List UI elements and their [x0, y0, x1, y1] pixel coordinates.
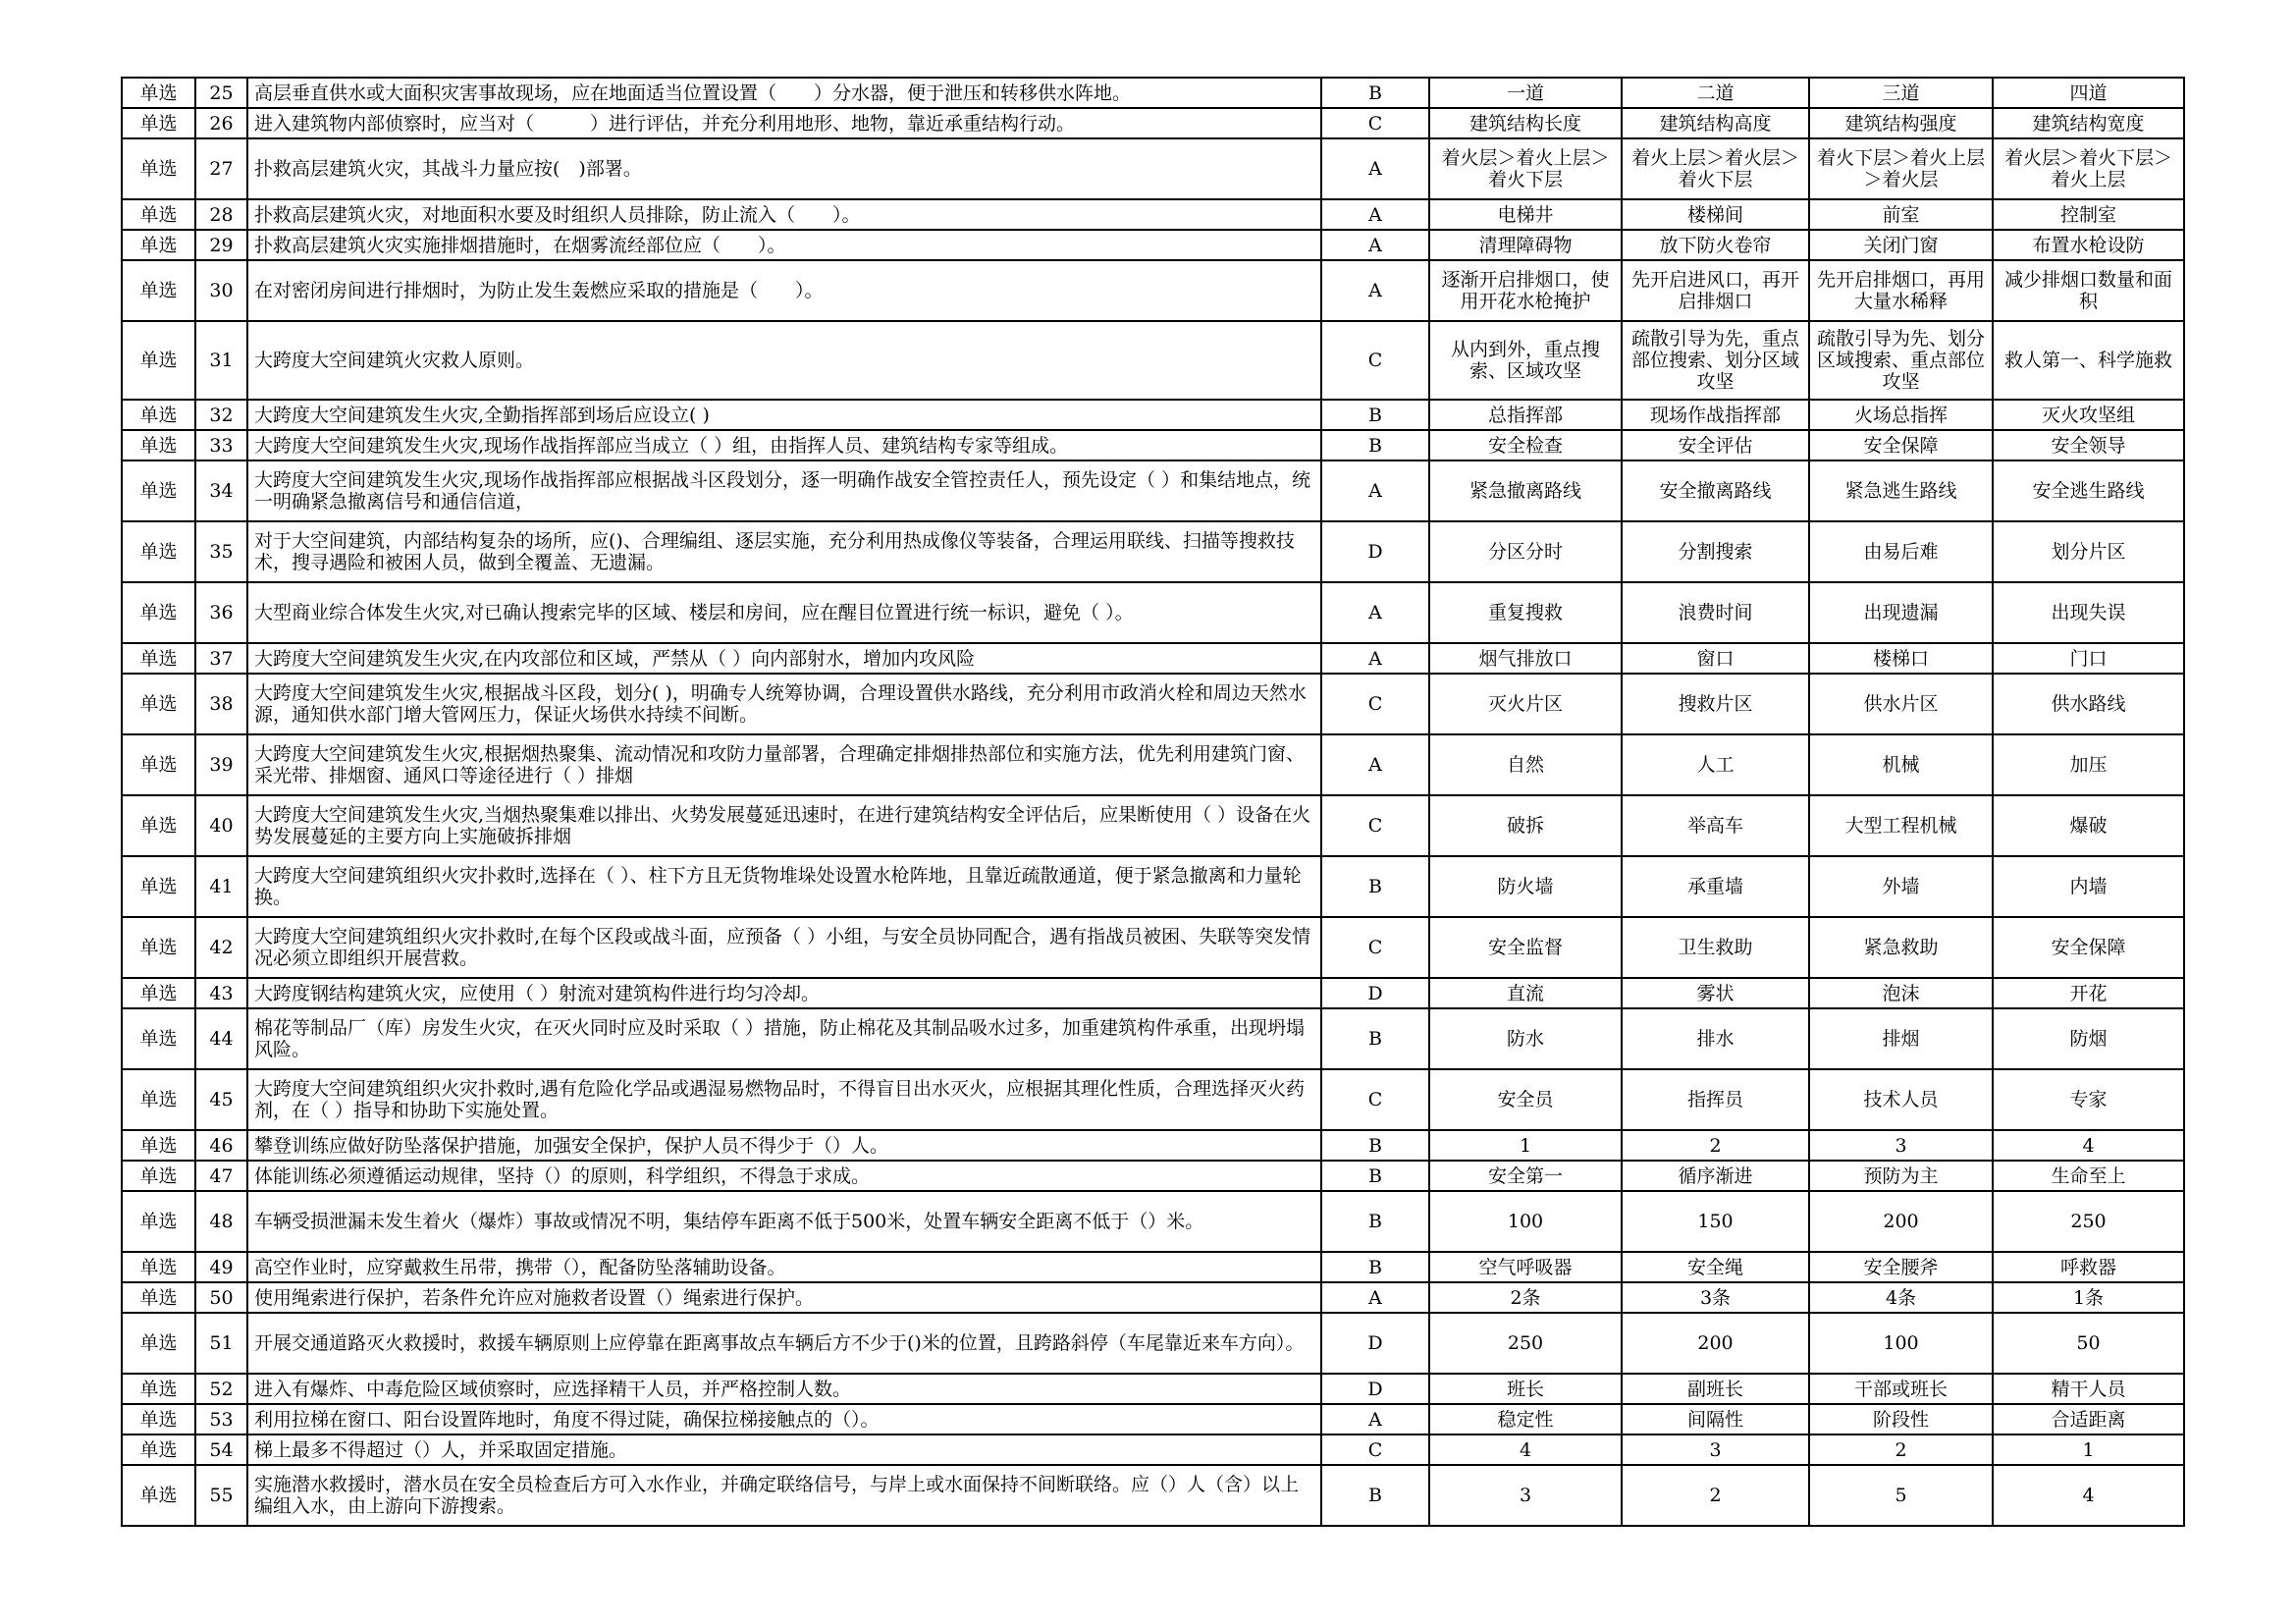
option-d-cell: 灭火攻坚组 [1993, 400, 2184, 430]
question-text-cell: 大跨度大空间建筑发生火灾,根据烟热聚集、流动情况和攻防力量部署，合理确定排烟排热部位和实施方法，优先利用建筑门窗、采光带、排烟窗、通风口等途径进行（ ）排烟 [247, 734, 1321, 795]
option-c-cell: 2 [1809, 1435, 1993, 1465]
option-c-cell: 排烟 [1809, 1008, 1993, 1069]
question-type-cell: 单选 [122, 674, 195, 734]
option-b-cell: 搜救片区 [1622, 674, 1809, 734]
option-a-cell: 安全监督 [1429, 917, 1622, 978]
option-a-cell: 烟气排放口 [1429, 643, 1622, 674]
option-a-cell: 班长 [1429, 1374, 1622, 1404]
option-a-cell: 安全第一 [1429, 1161, 1622, 1191]
option-c-cell: 大型工程机械 [1809, 795, 1993, 856]
question-number-cell: 32 [195, 400, 247, 430]
answer-cell: B [1321, 78, 1429, 108]
question-type-cell: 单选 [122, 1008, 195, 1069]
option-c-cell: 关闭门窗 [1809, 230, 1993, 260]
question-type-cell: 单选 [122, 734, 195, 795]
question-text-cell: 进入有爆炸、中毒危险区域侦察时，应选择精干人员，并严格控制人数。 [247, 1374, 1321, 1404]
question-type-cell: 单选 [122, 199, 195, 230]
option-b-cell: 承重墙 [1622, 856, 1809, 917]
option-b-cell: 现场作战指挥部 [1622, 400, 1809, 430]
question-type-cell: 单选 [122, 856, 195, 917]
option-b-cell: 3条 [1622, 1282, 1809, 1313]
question-text-cell: 大跨度大空间建筑发生火灾,根据战斗区段，划分( )，明确专人统筹协调，合理设置供水路线，充分利用市政消火栓和周边天然水源，通知供水部门增大管网压力，保证火场供水持续不间断。 [247, 674, 1321, 734]
question-type-cell: 单选 [122, 1191, 195, 1252]
question-type-cell: 单选 [122, 321, 195, 400]
option-c-cell: 疏散引导为先、划分区域搜索、重点部位攻坚 [1809, 321, 1993, 400]
question-number-cell: 25 [195, 78, 247, 108]
option-a-cell: 自然 [1429, 734, 1622, 795]
option-a-cell: 一道 [1429, 78, 1622, 108]
answer-cell: D [1321, 521, 1429, 582]
option-b-cell: 窗口 [1622, 643, 1809, 674]
question-type-cell: 单选 [122, 1161, 195, 1191]
question-type-cell: 单选 [122, 430, 195, 460]
option-d-cell: 控制室 [1993, 199, 2184, 230]
answer-cell: A [1321, 230, 1429, 260]
option-b-cell: 楼梯间 [1622, 199, 1809, 230]
answer-cell: C [1321, 1069, 1429, 1130]
question-text-cell: 车辆受损泄漏未发生着火（爆炸）事故或情况不明，集结停车距离不低于500米，处置车辆安全距离不低于（）米。 [247, 1191, 1321, 1252]
option-d-cell: 专家 [1993, 1069, 2184, 1130]
option-a-cell: 总指挥部 [1429, 400, 1622, 430]
question-number-cell: 48 [195, 1191, 247, 1252]
option-d-cell: 4 [1993, 1130, 2184, 1161]
question-text-cell: 大跨度大空间建筑组织火灾扑救时,遇有危险化学品或遇湿易燃物品时，不得盲目出水灭火，应根据其理化性质，合理选择灭火药剂，在（ ）指导和协助下实施处置。 [247, 1069, 1321, 1130]
question-type-cell: 单选 [122, 917, 195, 978]
question-row [122, 1374, 2184, 1404]
question-row [122, 1313, 2184, 1374]
option-b-cell: 指挥员 [1622, 1069, 1809, 1130]
question-number-cell: 50 [195, 1282, 247, 1313]
answer-cell: B [1321, 1252, 1429, 1282]
question-type-cell: 单选 [122, 643, 195, 674]
option-d-cell: 1条 [1993, 1282, 2184, 1313]
question-number-cell: 53 [195, 1404, 247, 1435]
question-number-cell: 26 [195, 108, 247, 138]
option-d-cell: 安全领导 [1993, 430, 2184, 460]
question-row [122, 674, 2184, 734]
option-a-cell: 防水 [1429, 1008, 1622, 1069]
question-row [122, 1252, 2184, 1282]
answer-cell: C [1321, 674, 1429, 734]
question-number-cell: 42 [195, 917, 247, 978]
option-a-cell: 100 [1429, 1191, 1622, 1252]
option-d-cell: 4 [1993, 1465, 2184, 1526]
question-row [122, 138, 2184, 199]
option-b-cell: 放下防火卷帘 [1622, 230, 1809, 260]
question-number-cell: 34 [195, 460, 247, 521]
option-c-cell: 先开启排烟口，再用大量水稀释 [1809, 260, 1993, 321]
option-d-cell: 安全保障 [1993, 917, 2184, 978]
question-row [122, 643, 2184, 674]
option-c-cell: 预防为主 [1809, 1161, 1993, 1191]
question-row [122, 199, 2184, 230]
answer-cell: B [1321, 1191, 1429, 1252]
option-a-cell: 灭火片区 [1429, 674, 1622, 734]
option-b-cell: 分割搜索 [1622, 521, 1809, 582]
option-c-cell: 100 [1809, 1313, 1993, 1374]
question-number-cell: 33 [195, 430, 247, 460]
option-a-cell: 电梯井 [1429, 199, 1622, 230]
answer-cell: A [1321, 643, 1429, 674]
option-d-cell: 出现失误 [1993, 582, 2184, 643]
option-d-cell: 四道 [1993, 78, 2184, 108]
option-b-cell: 循序渐进 [1622, 1161, 1809, 1191]
option-c-cell: 着火下层＞着火上层＞着火层 [1809, 138, 1993, 199]
question-text-cell: 大跨度大空间建筑发生火灾,全勤指挥部到场后应设立( ) [247, 400, 1321, 430]
question-number-cell: 36 [195, 582, 247, 643]
question-type-cell: 单选 [122, 1374, 195, 1404]
option-d-cell: 呼救器 [1993, 1252, 2184, 1282]
option-c-cell: 5 [1809, 1465, 1993, 1526]
option-a-cell: 破拆 [1429, 795, 1622, 856]
option-b-cell: 着火上层＞着火层＞着火下层 [1622, 138, 1809, 199]
option-c-cell: 安全腰斧 [1809, 1252, 1993, 1282]
question-text-cell: 大型商业综合体发生火灾,对已确认搜索完毕的区域、楼层和房间，应在醒目位置进行统一标识，避免（ ）。 [247, 582, 1321, 643]
option-c-cell: 紧急救助 [1809, 917, 1993, 978]
question-number-cell: 54 [195, 1435, 247, 1465]
question-row [122, 582, 2184, 643]
question-row [122, 856, 2184, 917]
answer-cell: C [1321, 108, 1429, 138]
question-number-cell: 52 [195, 1374, 247, 1404]
question-text-cell: 大跨度大空间建筑发生火灾,现场作战指挥部应当成立（ ）组，由指挥人员、建筑结构专家等组成。 [247, 430, 1321, 460]
option-b-cell: 副班长 [1622, 1374, 1809, 1404]
question-type-cell: 单选 [122, 400, 195, 430]
answer-cell: A [1321, 582, 1429, 643]
option-a-cell: 1 [1429, 1130, 1622, 1161]
option-d-cell: 加压 [1993, 734, 2184, 795]
option-d-cell: 供水路线 [1993, 674, 2184, 734]
question-row [122, 1008, 2184, 1069]
question-row [122, 321, 2184, 400]
question-row [122, 230, 2184, 260]
answer-cell: B [1321, 1465, 1429, 1526]
question-text-cell: 大跨度大空间建筑发生火灾,当烟热聚集难以排出、火势发展蔓延迅速时，在进行建筑结构安全评估后，应果断使用（ ）设备在火势发展蔓延的主要方向上实施破拆排烟 [247, 795, 1321, 856]
question-type-cell: 单选 [122, 582, 195, 643]
question-text-cell: 体能训练必须遵循运动规律，坚持（）的原则，科学组织，不得急于求成。 [247, 1161, 1321, 1191]
option-b-cell: 二道 [1622, 78, 1809, 108]
question-number-cell: 47 [195, 1161, 247, 1191]
answer-cell: B [1321, 430, 1429, 460]
question-text-cell: 棉花等制品厂（库）房发生火灾，在灭火同时应及时采取（ ）措施，防止棉花及其制品吸水过多，加重建筑构件承重，出现坍塌风险。 [247, 1008, 1321, 1069]
question-type-cell: 单选 [122, 260, 195, 321]
option-d-cell: 精干人员 [1993, 1374, 2184, 1404]
question-text-cell: 大跨度大空间建筑发生火灾,现场作战指挥部应根据战斗区段划分，逐一明确作战安全管控责任人，预先设定（ ）和集结地点，统一明确紧急撤离信号和通信信道， [247, 460, 1321, 521]
question-text-cell: 利用拉梯在窗口、阳台设置阵地时，角度不得过陡，确保拉梯接触点的（）。 [247, 1404, 1321, 1435]
question-row [122, 78, 2184, 108]
option-a-cell: 重复搜救 [1429, 582, 1622, 643]
option-d-cell: 着火层＞着火下层＞着火上层 [1993, 138, 2184, 199]
question-type-cell: 单选 [122, 1435, 195, 1465]
option-a-cell: 建筑结构长度 [1429, 108, 1622, 138]
option-b-cell: 150 [1622, 1191, 1809, 1252]
option-d-cell: 50 [1993, 1313, 2184, 1374]
option-c-cell: 阶段性 [1809, 1404, 1993, 1435]
question-table [121, 77, 2185, 1527]
option-d-cell: 布置水枪设防 [1993, 230, 2184, 260]
option-c-cell: 机械 [1809, 734, 1993, 795]
question-text-cell: 实施潜水救援时，潜水员在安全员检查后方可入水作业，并确定联络信号，与岸上或水面保持不间断联络。应（）人（含）以上编组入水，由上游向下游搜索。 [247, 1465, 1321, 1526]
option-d-cell: 生命至上 [1993, 1161, 2184, 1191]
option-d-cell: 内墙 [1993, 856, 2184, 917]
option-b-cell: 举高车 [1622, 795, 1809, 856]
answer-cell: A [1321, 460, 1429, 521]
answer-cell: B [1321, 1161, 1429, 1191]
option-d-cell: 爆破 [1993, 795, 2184, 856]
question-type-cell: 单选 [122, 795, 195, 856]
option-c-cell: 4条 [1809, 1282, 1993, 1313]
question-row [122, 795, 2184, 856]
question-type-cell: 单选 [122, 1282, 195, 1313]
question-type-cell: 单选 [122, 230, 195, 260]
answer-cell: D [1321, 978, 1429, 1008]
question-type-cell: 单选 [122, 978, 195, 1008]
question-text-cell: 开展交通道路灭火救援时，救援车辆原则上应停靠在距离事故点车辆后方不少于()米的位置，且跨路斜停（车尾靠近来车方向）。 [247, 1313, 1321, 1374]
option-c-cell: 技术人员 [1809, 1069, 1993, 1130]
question-text-cell: 高空作业时，应穿戴救生吊带，携带（），配备防坠落辅助设备。 [247, 1252, 1321, 1282]
option-c-cell: 楼梯口 [1809, 643, 1993, 674]
question-type-cell: 单选 [122, 1252, 195, 1282]
question-number-cell: 29 [195, 230, 247, 260]
option-b-cell: 建筑结构高度 [1622, 108, 1809, 138]
question-text-cell: 攀登训练应做好防坠落保护措施，加强安全保护，保护人员不得少于（）人。 [247, 1130, 1321, 1161]
question-row [122, 734, 2184, 795]
answer-cell: B [1321, 1008, 1429, 1069]
question-type-cell: 单选 [122, 1313, 195, 1374]
question-number-cell: 44 [195, 1008, 247, 1069]
question-number-cell: 40 [195, 795, 247, 856]
question-type-cell: 单选 [122, 1069, 195, 1130]
question-row [122, 978, 2184, 1008]
question-type-cell: 单选 [122, 138, 195, 199]
question-number-cell: 45 [195, 1069, 247, 1130]
question-row [122, 1404, 2184, 1435]
option-d-cell: 减少排烟口数量和面积 [1993, 260, 2184, 321]
option-b-cell: 200 [1622, 1313, 1809, 1374]
option-b-cell: 浪费时间 [1622, 582, 1809, 643]
question-text-cell: 扑救高层建筑火灾，其战斗力量应按( )部署。 [247, 138, 1321, 199]
option-d-cell: 250 [1993, 1191, 2184, 1252]
answer-cell: A [1321, 1282, 1429, 1313]
option-d-cell: 合适距离 [1993, 1404, 2184, 1435]
option-a-cell: 4 [1429, 1435, 1622, 1465]
question-row [122, 260, 2184, 321]
question-number-cell: 41 [195, 856, 247, 917]
option-c-cell: 泡沫 [1809, 978, 1993, 1008]
option-d-cell: 门口 [1993, 643, 2184, 674]
question-text-cell: 使用绳索进行保护，若条件允许应对施救者设置（）绳索进行保护。 [247, 1282, 1321, 1313]
option-b-cell: 排水 [1622, 1008, 1809, 1069]
option-c-cell: 200 [1809, 1191, 1993, 1252]
option-c-cell: 外墙 [1809, 856, 1993, 917]
option-a-cell: 安全检查 [1429, 430, 1622, 460]
question-row [122, 917, 2184, 978]
question-type-cell: 单选 [122, 1130, 195, 1161]
option-c-cell: 干部或班长 [1809, 1374, 1993, 1404]
question-text-cell: 对于大空间建筑，内部结构复杂的场所，应()、合理编组、逐层实施，充分利用热成像仪等装备，合理运用联线、扫描等搜救技术，搜寻遇险和被困人员，做到全覆盖、无遗漏。 [247, 521, 1321, 582]
question-number-cell: 27 [195, 138, 247, 199]
question-text-cell: 在对密闭房间进行排烟时，为防止发生轰燃应采取的措施是（ ）。 [247, 260, 1321, 321]
answer-cell: A [1321, 734, 1429, 795]
option-c-cell: 紧急逃生路线 [1809, 460, 1993, 521]
option-a-cell: 安全员 [1429, 1069, 1622, 1130]
question-row [122, 1161, 2184, 1191]
question-number-cell: 55 [195, 1465, 247, 1526]
option-a-cell: 紧急撤离路线 [1429, 460, 1622, 521]
question-text-cell: 梯上最多不得超过（）人，并采取固定措施。 [247, 1435, 1321, 1465]
option-a-cell: 直流 [1429, 978, 1622, 1008]
question-number-cell: 35 [195, 521, 247, 582]
question-row [122, 1069, 2184, 1130]
question-text-cell: 高层垂直供水或大面积灾害事故现场，应在地面适当位置设置（ ）分水器，便于泄压和转移供水阵地。 [247, 78, 1321, 108]
option-d-cell: 救人第一、科学施救 [1993, 321, 2184, 400]
question-type-cell: 单选 [122, 1404, 195, 1435]
option-a-cell: 3 [1429, 1465, 1622, 1526]
question-text-cell: 扑救高层建筑火灾实施排烟措施时，在烟雾流经部位应（ ）。 [247, 230, 1321, 260]
question-number-cell: 37 [195, 643, 247, 674]
answer-cell: A [1321, 1404, 1429, 1435]
question-text-cell: 进入建筑物内部侦察时，应当对（ ）进行评估，并充分利用地形、地物，靠近承重结构行动。 [247, 108, 1321, 138]
question-row [122, 400, 2184, 430]
option-c-cell: 出现遗漏 [1809, 582, 1993, 643]
answer-cell: B [1321, 400, 1429, 430]
question-number-cell: 38 [195, 674, 247, 734]
option-a-cell: 分区分时 [1429, 521, 1622, 582]
answer-cell: B [1321, 856, 1429, 917]
question-type-cell: 单选 [122, 460, 195, 521]
option-b-cell: 2 [1622, 1465, 1809, 1526]
option-c-cell: 3 [1809, 1130, 1993, 1161]
option-a-cell: 从内到外，重点搜索、区域攻坚 [1429, 321, 1622, 400]
option-d-cell: 开花 [1993, 978, 2184, 1008]
option-d-cell: 1 [1993, 1435, 2184, 1465]
option-b-cell: 3 [1622, 1435, 1809, 1465]
option-a-cell: 防火墙 [1429, 856, 1622, 917]
answer-cell: A [1321, 260, 1429, 321]
question-text-cell: 扑救高层建筑火灾，对地面积水要及时组织人员排除，防止流入（ ）。 [247, 199, 1321, 230]
option-b-cell: 安全评估 [1622, 430, 1809, 460]
question-row [122, 1465, 2184, 1526]
option-d-cell: 划分片区 [1993, 521, 2184, 582]
question-row [122, 1191, 2184, 1252]
option-a-cell: 着火层＞着火上层＞着火下层 [1429, 138, 1622, 199]
answer-cell: C [1321, 1435, 1429, 1465]
option-b-cell: 安全撤离路线 [1622, 460, 1809, 521]
question-number-cell: 49 [195, 1252, 247, 1282]
option-b-cell: 安全绳 [1622, 1252, 1809, 1282]
option-b-cell: 卫生救助 [1622, 917, 1809, 978]
question-text-cell: 大跨度大空间建筑发生火灾,在内攻部位和区域，严禁从（ ）向内部射水，增加内攻风险 [247, 643, 1321, 674]
question-text-cell: 大跨度大空间建筑火灾救人原则。 [247, 321, 1321, 400]
option-b-cell: 先开启进风口，再开启排烟口 [1622, 260, 1809, 321]
question-type-cell: 单选 [122, 1465, 195, 1526]
option-d-cell: 防烟 [1993, 1008, 2184, 1069]
option-c-cell: 前室 [1809, 199, 1993, 230]
question-row [122, 108, 2184, 138]
answer-cell: A [1321, 199, 1429, 230]
answer-cell: C [1321, 795, 1429, 856]
question-number-cell: 43 [195, 978, 247, 1008]
answer-cell: B [1321, 1130, 1429, 1161]
answer-cell: D [1321, 1374, 1429, 1404]
question-number-cell: 31 [195, 321, 247, 400]
option-c-cell: 安全保障 [1809, 430, 1993, 460]
option-c-cell: 火场总指挥 [1809, 400, 1993, 430]
option-a-cell: 逐渐开启排烟口，使用开花水枪掩护 [1429, 260, 1622, 321]
question-row [122, 1435, 2184, 1465]
answer-cell: A [1321, 138, 1429, 199]
question-text-cell: 大跨度钢结构建筑火灾，应使用（ ）射流对建筑构件进行均匀冷却。 [247, 978, 1321, 1008]
question-type-cell: 单选 [122, 108, 195, 138]
option-b-cell: 雾状 [1622, 978, 1809, 1008]
question-type-cell: 单选 [122, 78, 195, 108]
option-a-cell: 250 [1429, 1313, 1622, 1374]
option-c-cell: 建筑结构强度 [1809, 108, 1993, 138]
answer-cell: D [1321, 1313, 1429, 1374]
option-a-cell: 2条 [1429, 1282, 1622, 1313]
option-b-cell: 间隔性 [1622, 1404, 1809, 1435]
question-number-cell: 28 [195, 199, 247, 230]
question-row [122, 430, 2184, 460]
option-d-cell: 建筑结构宽度 [1993, 108, 2184, 138]
option-b-cell: 人工 [1622, 734, 1809, 795]
option-b-cell: 疏散引导为先，重点部位搜索、划分区域攻坚 [1622, 321, 1809, 400]
option-b-cell: 2 [1622, 1130, 1809, 1161]
question-number-cell: 30 [195, 260, 247, 321]
option-a-cell: 清理障碍物 [1429, 230, 1622, 260]
option-c-cell: 三道 [1809, 78, 1993, 108]
question-number-cell: 39 [195, 734, 247, 795]
option-a-cell: 稳定性 [1429, 1404, 1622, 1435]
question-number-cell: 46 [195, 1130, 247, 1161]
question-text-cell: 大跨度大空间建筑组织火灾扑救时,在每个区段或战斗面，应预备（ ）小组，与安全员协同配合，遇有指战员被困、失联等突发情况必须立即组织开展营救。 [247, 917, 1321, 978]
option-a-cell: 空气呼吸器 [1429, 1252, 1622, 1282]
answer-cell: C [1321, 917, 1429, 978]
question-type-cell: 单选 [122, 521, 195, 582]
answer-cell: C [1321, 321, 1429, 400]
question-number-cell: 51 [195, 1313, 247, 1374]
option-d-cell: 安全逃生路线 [1993, 460, 2184, 521]
question-row [122, 521, 2184, 582]
question-row [122, 1130, 2184, 1161]
option-c-cell: 由易后难 [1809, 521, 1993, 582]
question-row [122, 460, 2184, 521]
option-c-cell: 供水片区 [1809, 674, 1993, 734]
question-text-cell: 大跨度大空间建筑组织火灾扑救时,选择在（ ）、柱下方且无货物堆垛处设置水枪阵地，且靠近疏散通道，便于紧急撤离和力量轮换。 [247, 856, 1321, 917]
question-row [122, 1282, 2184, 1313]
